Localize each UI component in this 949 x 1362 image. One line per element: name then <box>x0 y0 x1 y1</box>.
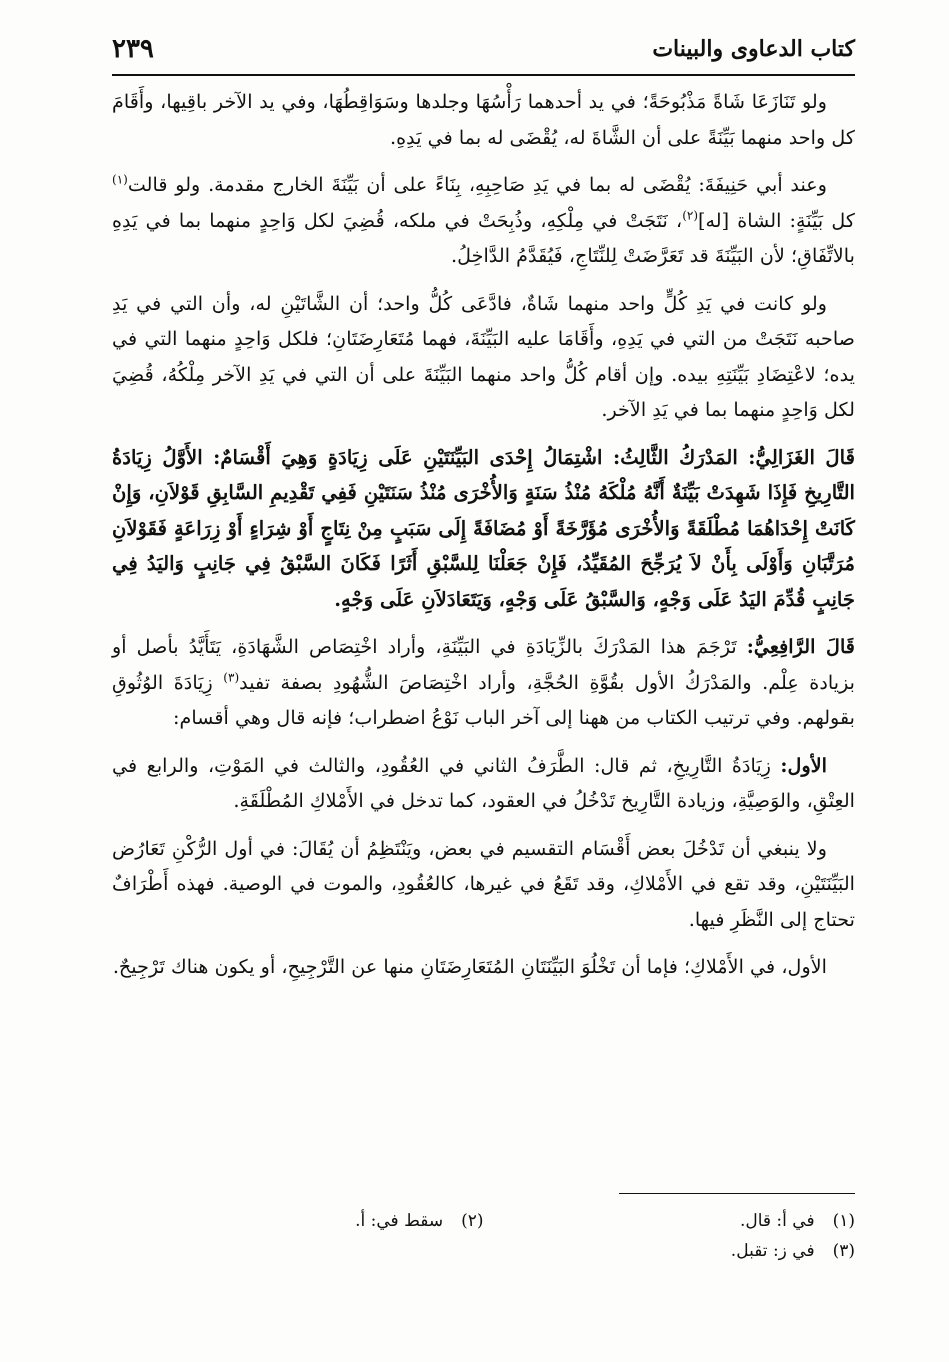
footnote-separator <box>619 1193 855 1194</box>
paragraph-2-part-a: وعند أبي حَنِيفَةَ: يُقْضَى له بما في يَدِ صَاحِبِهِ، بِنَاءً على أن بَيِّنَةَ الخارج مقدمة. ولو قالت <box>127 173 827 196</box>
paragraph-5 <box>112 629 855 736</box>
footnote-1 <box>484 1206 856 1236</box>
footnote-row-1 <box>112 1206 855 1236</box>
footnote-2 <box>112 1206 484 1236</box>
paragraph-6 <box>112 748 855 819</box>
running-title: كتاب الدعاوى والبينات <box>652 36 855 62</box>
paragraph-8: الأول، في الأَمْلاكِ؛ فإما أن تَخْلُوَ البَيِّنَتَانِ المُتَعَارِضَتَانِ منها عن التَّرْجِيحِ، أو يكون هناك تَرْجِيحٌ. <box>112 955 827 978</box>
footnote-3-text: في ز: تقبل. <box>730 1241 815 1261</box>
footnote-ref-3: (٣) <box>223 670 240 685</box>
footnote-3 <box>435 1236 855 1266</box>
footnote-2-text: سقط في: أ. <box>355 1211 444 1231</box>
paragraph-7: ولا ينبغي أن تَدْخُلَ بعض أَقْسَام التقسيم في بعض، ويَنْتَظِمُ أن يُقَالَ: في أول الرُّكْنِ تَعَارُض البَيِّنَتَيْنِ، وقد تقع في الأَمْلاكِ، وقد تَقَعُ في غيرها، كالعُقُودِ، والموت في الوصية. فهذه أَطْرَافٌ تحتاج إلى النَّظَرِ فيها. <box>112 836 855 931</box>
paragraph-6-lead: الأول: <box>780 753 827 777</box>
paragraph-6-body: زِيَادَةُ التَّارِيخِ، ثم قال: الطَّرَفُ الثاني في العُقُودِ، والثالث في المَوْتِ، والرابع في العِتْقِ، والوَصِيَّةِ، وزيادة التَّارِيخ تَدْخُلُ في العقود، كما تدخل في الأَمْلاكِ المُطْلَقَةِ. <box>112 753 855 812</box>
paragraph-5-part-b: زِيَادَةَ الوُثُوقِ بقولهم. وفي ترتيب الكتاب من ههنا إلى آخر الباب نَوْعُ اضطراب؛ فإنه قال وهي أقسام: <box>112 670 855 729</box>
footnote-1-number: (١) <box>832 1211 855 1231</box>
footnote-1-text: في أ: قال. <box>739 1211 815 1231</box>
page-number: ٢٣٩ <box>112 34 154 64</box>
footnotes <box>112 1206 855 1266</box>
paragraph-5-lead: قَالَ الرَّافِعِيُّ: <box>746 635 855 658</box>
paragraph-2-part-b: كل بَيِّنَةٍ: الشاة [له] <box>698 208 856 232</box>
paragraph-1: ولو تَنَازَعَا شَاةً مَذْبُوحَةً؛ في يد أحدهما رَأْسُهَا وجلدها وسَوَاقِطُهَا، وفي يد الآخر باقِيها، وأَقَامَ كل واحد منهما بَيِّنَةً على أن الشَّاةَ له، يُقْضَى له بما في يَدِهِ. <box>112 90 855 149</box>
paragraph-3: ولو كانت في يَدِ كُلٍّ واحد منهما شَاةٌ، فادَّعَى كُلُّ واحد؛ أن الشَّاتَيْنِ له، وأن التي في يَدِ صاحبه نَتَجَتْ من التي في يَدِهِ، وأَقَامَا عليه البَيِّنَةَ، فهما مُتَعَارِضَتَانِ؛ فلكل وَاحِدٍ منهما التي في يده؛ لاعْتِضَادِ بَيِّنَتِهِ بيده. وإن أقام كُلُّ واحد منهما البَيِّنَةَ على أن التي في يَدِ الآخر مِلْكُهُ، قُضِيَ لكل وَاحِدٍ منهما بما في يَدِ الآخر. <box>112 291 855 421</box>
footnote-2-number: (٢) <box>461 1211 484 1231</box>
paragraph-2 <box>112 167 855 274</box>
paragraph-2-part-c: ، نَتَجَتْ في مِلْكِهِ، وذُبِحَتْ في ملكه، قُضِيَ لكل وَاحِدٍ منهما بما في يَدِهِ بالاتِّفَاقِ؛ لأن البَيِّنَةَ قد تَعَرَّضَتْ لِلنِّتَاجِ، فَيُقَدَّمُ الدَّاخِلُ. <box>112 208 855 267</box>
footnote-ref-1: (١) <box>112 172 128 187</box>
footnote-3-number: (٣) <box>832 1241 855 1261</box>
paragraph-5-part-a: تَرْجَمَ هذا المَدْرَكَ بالزِّيَادَةِ في البَيِّنَةِ، وأراد اخْتِصَاص الشَّهَادَةِ، يَتَأَيَّدُ بأصل أو بزيادة عِلْم. والمَدْرَكُ الأول بقُوَّةِ الحُجَّةِ، وأراد اخْتِصَاصَ الشُّهُودِ بصفة تفيد <box>112 635 856 694</box>
main-text <box>112 84 855 997</box>
footnote-row-2 <box>112 1236 855 1266</box>
footnote-ref-2: (٢) <box>682 208 699 223</box>
quoted-matn-paragraph: قَالَ الغَزَالِيُّ: المَدْرَكُ الثَّالِثُ: اشْتِمَالُ إِحْدَى البَيِّنَتَيْنِ عَلَى زِيَادَةٍ وَهِيَ أَقْسَامٌ: الأَوَّلُ زِيَادَةُ التَّارِيخِ فَإِذَا شَهِدَتْ بَيِّنَةٌ أَنَّهُ مُلْكَهُ مُنْذُ سَنَةٍ وَالأُخْرَى مُنْذُ سَنَتَيْنِ فَفِي تَقْدِيمِ السَّابِقِ قَوْلاَنِ، وَإِنْ كَانَتْ إِحْدَاهُمَا مُطْلَقَةً وَالأُخْرَى مُؤَرَّخَةً أَوْ مُضَافَةً إِلَى سَبَبٍ مِنْ نِتَاجٍ أَوْ شِرَاءٍ أَوْ زِرَاعَةٍ فَقَوْلاَنِ مُرَتَّبَانِ وَأَوْلَى بِأَنْ لاَ يُرَجِّحَ المُقَيِّدُ، فَإِنْ جَعَلْنَا لِلسَّبْقِ أَثَرًا فَكَانَ السَّبْقُ فِي جَانِبٍ وَاليَدُ فِي جَانِبٍ قُدِّمَ اليَدُ عَلَى وَجْهٍ، وَالسَّبْقُ عَلَى وَجْهٍ، وَيَتَعَادَلاَنِ عَلَى وَجْهٍ. <box>112 445 855 611</box>
page-header <box>112 34 855 76</box>
